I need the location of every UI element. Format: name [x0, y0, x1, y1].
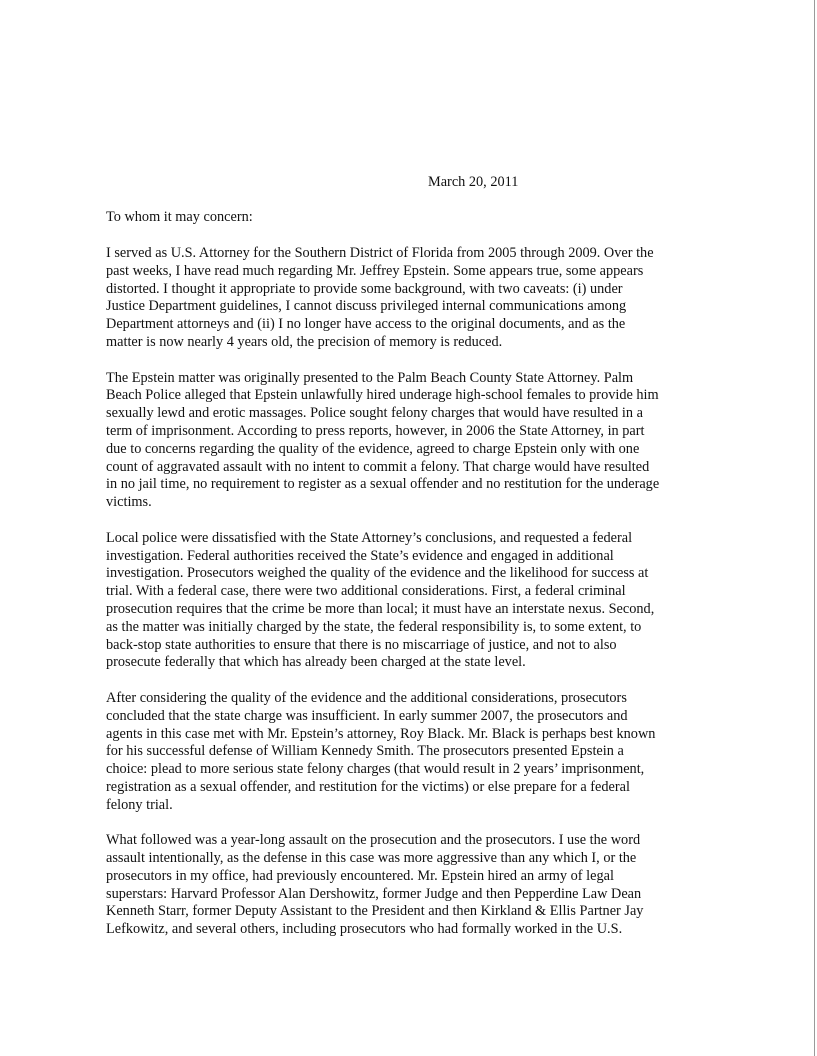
text-line: Beach Police alleged that Epstein unlawfully hired underage high-school females to provide him — [106, 387, 659, 404]
text-line: superstars: Harvard Professor Alan Dershowitz, former Judge and then Pepperdine Law Dean — [106, 885, 642, 902]
text-line: as the matter was initially charged by the state, the federal responsibility is, to some extent, to — [106, 618, 642, 635]
text-line: for his successful defense of William Kennedy Smith. The prosecutors presented Epstein a — [106, 743, 624, 760]
paragraph-state-matter — [106, 370, 817, 512]
text-line: Lefkowitz, and several others, including prosecutors who had formally worked in the U.S. — [106, 921, 623, 938]
text-line: After considering the quality of the evidence and the additional considerations, prosecutors — [106, 689, 627, 706]
letter-body — [106, 245, 817, 957]
text-line: agents in this case met with Mr. Epstein’s attorney, Roy Black. Mr. Black is perhaps best known — [106, 725, 656, 742]
text-line: prosecute federally that which has already been charged at the state level. — [106, 654, 526, 671]
text-line: choice: plead to more serious state felony charges (that would result in 2 years’ imprisonment, — [106, 761, 645, 778]
paragraph-prosecutors-choice — [106, 690, 817, 815]
text-line: prosecutors in my office, had previously encountered. Mr. Epstein hired an army of legal — [106, 867, 614, 884]
text-line: prosecution requires that the crime be more than local; it must have an interstate nexus. Second, — [106, 600, 655, 617]
text-line: in no jail time, no requirement to register as a sexual offender and no restitution for the underage — [106, 476, 660, 493]
text-line: Local police were dissatisfied with the State Attorney’s conclusions, and requested a federal — [106, 529, 633, 546]
text-line: investigation. Federal authorities received the State’s evidence and engaged in additional — [106, 547, 614, 564]
text-line: matter is now nearly 4 years old, the precision of memory is reduced. — [106, 333, 503, 350]
letter-date: March 20, 2011 — [428, 174, 519, 190]
text-line: registration as a sexual offender, and restitution for the victims) or else prepare for a federal — [106, 778, 630, 795]
text-line: past weeks, I have read much regarding Mr. Jeffrey Epstein. Some appears true, some appears — [106, 262, 644, 279]
text-line: What followed was a year-long assault on the prosecution and the prosecutors. I use the word — [106, 832, 641, 849]
text-line: due to concerns regarding the quality of the evidence, agreed to charge Epstein only with one — [106, 440, 640, 457]
text-line: Justice Department guidelines, I cannot discuss privileged internal communications among — [106, 298, 627, 315]
text-line: The Epstein matter was originally presented to the Palm Beach County State Attorney. Palm — [106, 369, 634, 386]
paragraph-background — [106, 245, 817, 352]
text-line: distorted. I thought it appropriate to provide some background, with two caveats: (i) under — [106, 280, 623, 297]
text-line: Department attorneys and (ii) I no longer have access to the original documents, and as the — [106, 316, 626, 333]
text-line: felony trial. — [106, 796, 173, 813]
text-line: investigation. Prosecutors weighed the quality of the evidence and the likelihood for success at — [106, 565, 649, 582]
text-line: concluded that the state charge was insufficient. In early summer 2007, the prosecutors and — [106, 707, 628, 724]
text-line: count of aggravated assault with no intent to commit a felony. That charge would have resulted — [106, 458, 650, 475]
paragraph-federal-investigation — [106, 530, 817, 672]
text-line: sexually lewd and erotic massages. Police sought felony charges that would have resulted in a — [106, 405, 643, 422]
text-line: term of imprisonment. According to press reports, however, in 2006 the State Attorney, in part — [106, 422, 645, 439]
letter-salutation: To whom it may concern: — [106, 209, 253, 225]
paragraph-defense-assault — [106, 832, 817, 939]
text-line: assault intentionally, as the defense in this case was more aggressive than any which I, or the — [106, 850, 637, 867]
text-line: back-stop state authorities to ensure that there is no miscarriage of justice, and not to also — [106, 636, 617, 653]
text-line: trial. With a federal case, there were two additional considerations. First, a federal criminal — [106, 583, 626, 600]
text-line: Kenneth Starr, former Deputy Assistant to the President and then Kirkland & Ellis Partner Jay — [106, 903, 644, 920]
text-line: victims. — [106, 494, 152, 511]
text-line: I served as U.S. Attorney for the Southern District of Florida from 2005 through 2009. Over the — [106, 245, 654, 261]
